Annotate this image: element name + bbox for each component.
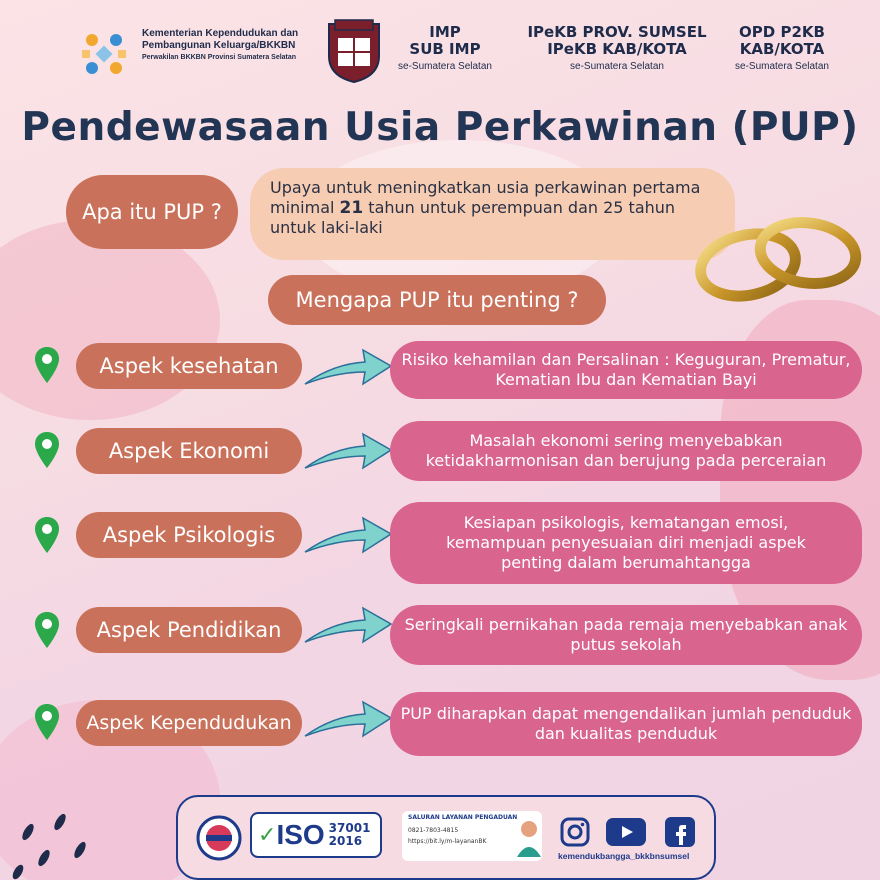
header-block-imp: [390, 24, 500, 72]
imp-subtitle: se-Sumatera Selatan: [398, 61, 492, 72]
bg-blob-top: [0, 220, 220, 420]
aspect-label: Aspek Pendidikan: [96, 618, 282, 642]
iso-number-2: 2016: [328, 834, 363, 848]
opd-subtitle: se-Sumatera Selatan: [735, 61, 829, 72]
iso-label: ISO: [276, 819, 325, 850]
decorative-dashes-icon: [10, 810, 110, 880]
imp-title-2: SUB IMP: [409, 40, 481, 58]
aspect-desc: Risiko kehamilan dan Persalinan : Keguguran, Prematur, Kematian Ibu dan Kematian Bayi: [401, 350, 851, 389]
aspect-label: Aspek Psikologis: [102, 523, 276, 547]
aspect-label: Aspek Ekonomi: [108, 439, 270, 463]
arrow-right-icon: [303, 510, 393, 560]
aspect-label: Aspek kesehatan: [99, 354, 279, 378]
page-title: Pendewasaan Usia Perkawinan (PUP): [21, 105, 859, 150]
org-name: [142, 28, 322, 61]
aspect-pendidikan-pill: [76, 607, 302, 653]
aspect-desc: Seringkali pernikahan pada remaja menyebabkan anak putus sekolah: [404, 615, 848, 654]
question-why-pill: [268, 275, 606, 325]
org-line-2: Pembangunan Keluarga/BKKBN: [142, 40, 296, 51]
location-pin-icon: [34, 347, 60, 385]
question-what-text: Apa itu PUP ?: [82, 200, 222, 224]
aspect-ekonomi-desc: [390, 421, 862, 481]
ipekb-title-2: IPeKB KAB/KOTA: [547, 40, 687, 58]
aspect-label: Aspek Kependudukan: [86, 712, 292, 734]
aspect-kesehatan-pill: [76, 343, 302, 389]
question-why-text: Mengapa PUP itu penting ?: [295, 288, 579, 312]
wedding-rings-icon: [690, 205, 865, 310]
aspect-psikologis-pill: [76, 512, 302, 558]
checkmark-icon: ✓: [258, 822, 277, 848]
location-pin-icon: [34, 704, 60, 742]
hotline-phone: 0821-7803-4815: [408, 827, 459, 834]
aspect-psikologis-desc: [390, 502, 862, 584]
header: [0, 18, 880, 88]
imp-title-1: IMP: [429, 23, 461, 41]
definition-bold: 21: [339, 198, 364, 218]
footer-bar: [176, 795, 716, 880]
aspect-desc: PUP diharapkan dapat mengendalikan jumlah penduduk dan kualitas penduduk: [400, 704, 852, 743]
hotline-url: https://bit.ly/m-layananBK: [408, 838, 487, 845]
arrow-right-icon: [303, 342, 393, 392]
opd-title-2: KAB/KOTA: [739, 40, 825, 58]
youtube-icon: [606, 818, 646, 846]
question-what-pill: [66, 175, 238, 249]
social-handle: kemendukbangga_bkkbnsumsel: [558, 851, 690, 861]
arrow-right-icon: [303, 694, 393, 744]
ipekb-badge-icon: [196, 815, 242, 861]
org-line-3: Perwakilan BKKBN Provinsi Sumatera Selatan: [142, 54, 297, 61]
aspect-desc: Masalah ekonomi sering menyebabkan ketidakharmonisan dan berujung pada perceraian: [425, 431, 827, 470]
aspect-kependudukan-desc: [390, 692, 862, 756]
ipekb-subtitle: se-Sumatera Selatan: [570, 61, 664, 72]
aspect-pendidikan-desc: [390, 605, 862, 665]
definition-part-2: tahun untuk perempuan dan 25 tahun untuk laki-laki: [270, 198, 676, 237]
iso-badge: [250, 812, 382, 858]
aspect-kependudukan-pill: [76, 700, 302, 746]
instagram-icon: [560, 817, 590, 847]
header-block-opd: [722, 24, 842, 72]
arrow-right-icon: [303, 426, 393, 476]
hotline-title: SALURAN LAYANAN PENGADUAN: [408, 814, 518, 821]
ipekb-title-1: IPeKB PROV. SUMSEL: [527, 23, 707, 41]
org-line-1: Kementerian Kependudukan dan: [142, 28, 299, 39]
iso-number-1: 37001: [328, 821, 371, 835]
facebook-icon: [665, 817, 695, 847]
definition-box: [250, 168, 735, 260]
aspect-desc: Kesiapan psikologis, kematangan emosi, kemampuan penyesuaian diri menjadi aspek penting dalam berumahtangga: [446, 513, 806, 572]
bkkbn-logo-icon: [76, 26, 132, 82]
aspect-ekonomi-pill: [76, 428, 302, 474]
arrow-right-icon: [303, 600, 393, 650]
location-pin-icon: [34, 517, 60, 555]
operator-avatar-icon: [514, 817, 544, 857]
opd-title-1: OPD P2KB: [739, 23, 825, 41]
location-pin-icon: [34, 612, 60, 650]
ikatan-crest-icon: [325, 18, 383, 84]
location-pin-icon: [34, 432, 60, 470]
aspect-kesehatan-desc: [390, 341, 862, 399]
header-block-ipekb: [512, 24, 722, 72]
definition-part-1: Upaya untuk meningkatkan usia perkawinan pertama minimal: [270, 178, 701, 217]
iso-number: [329, 822, 371, 848]
